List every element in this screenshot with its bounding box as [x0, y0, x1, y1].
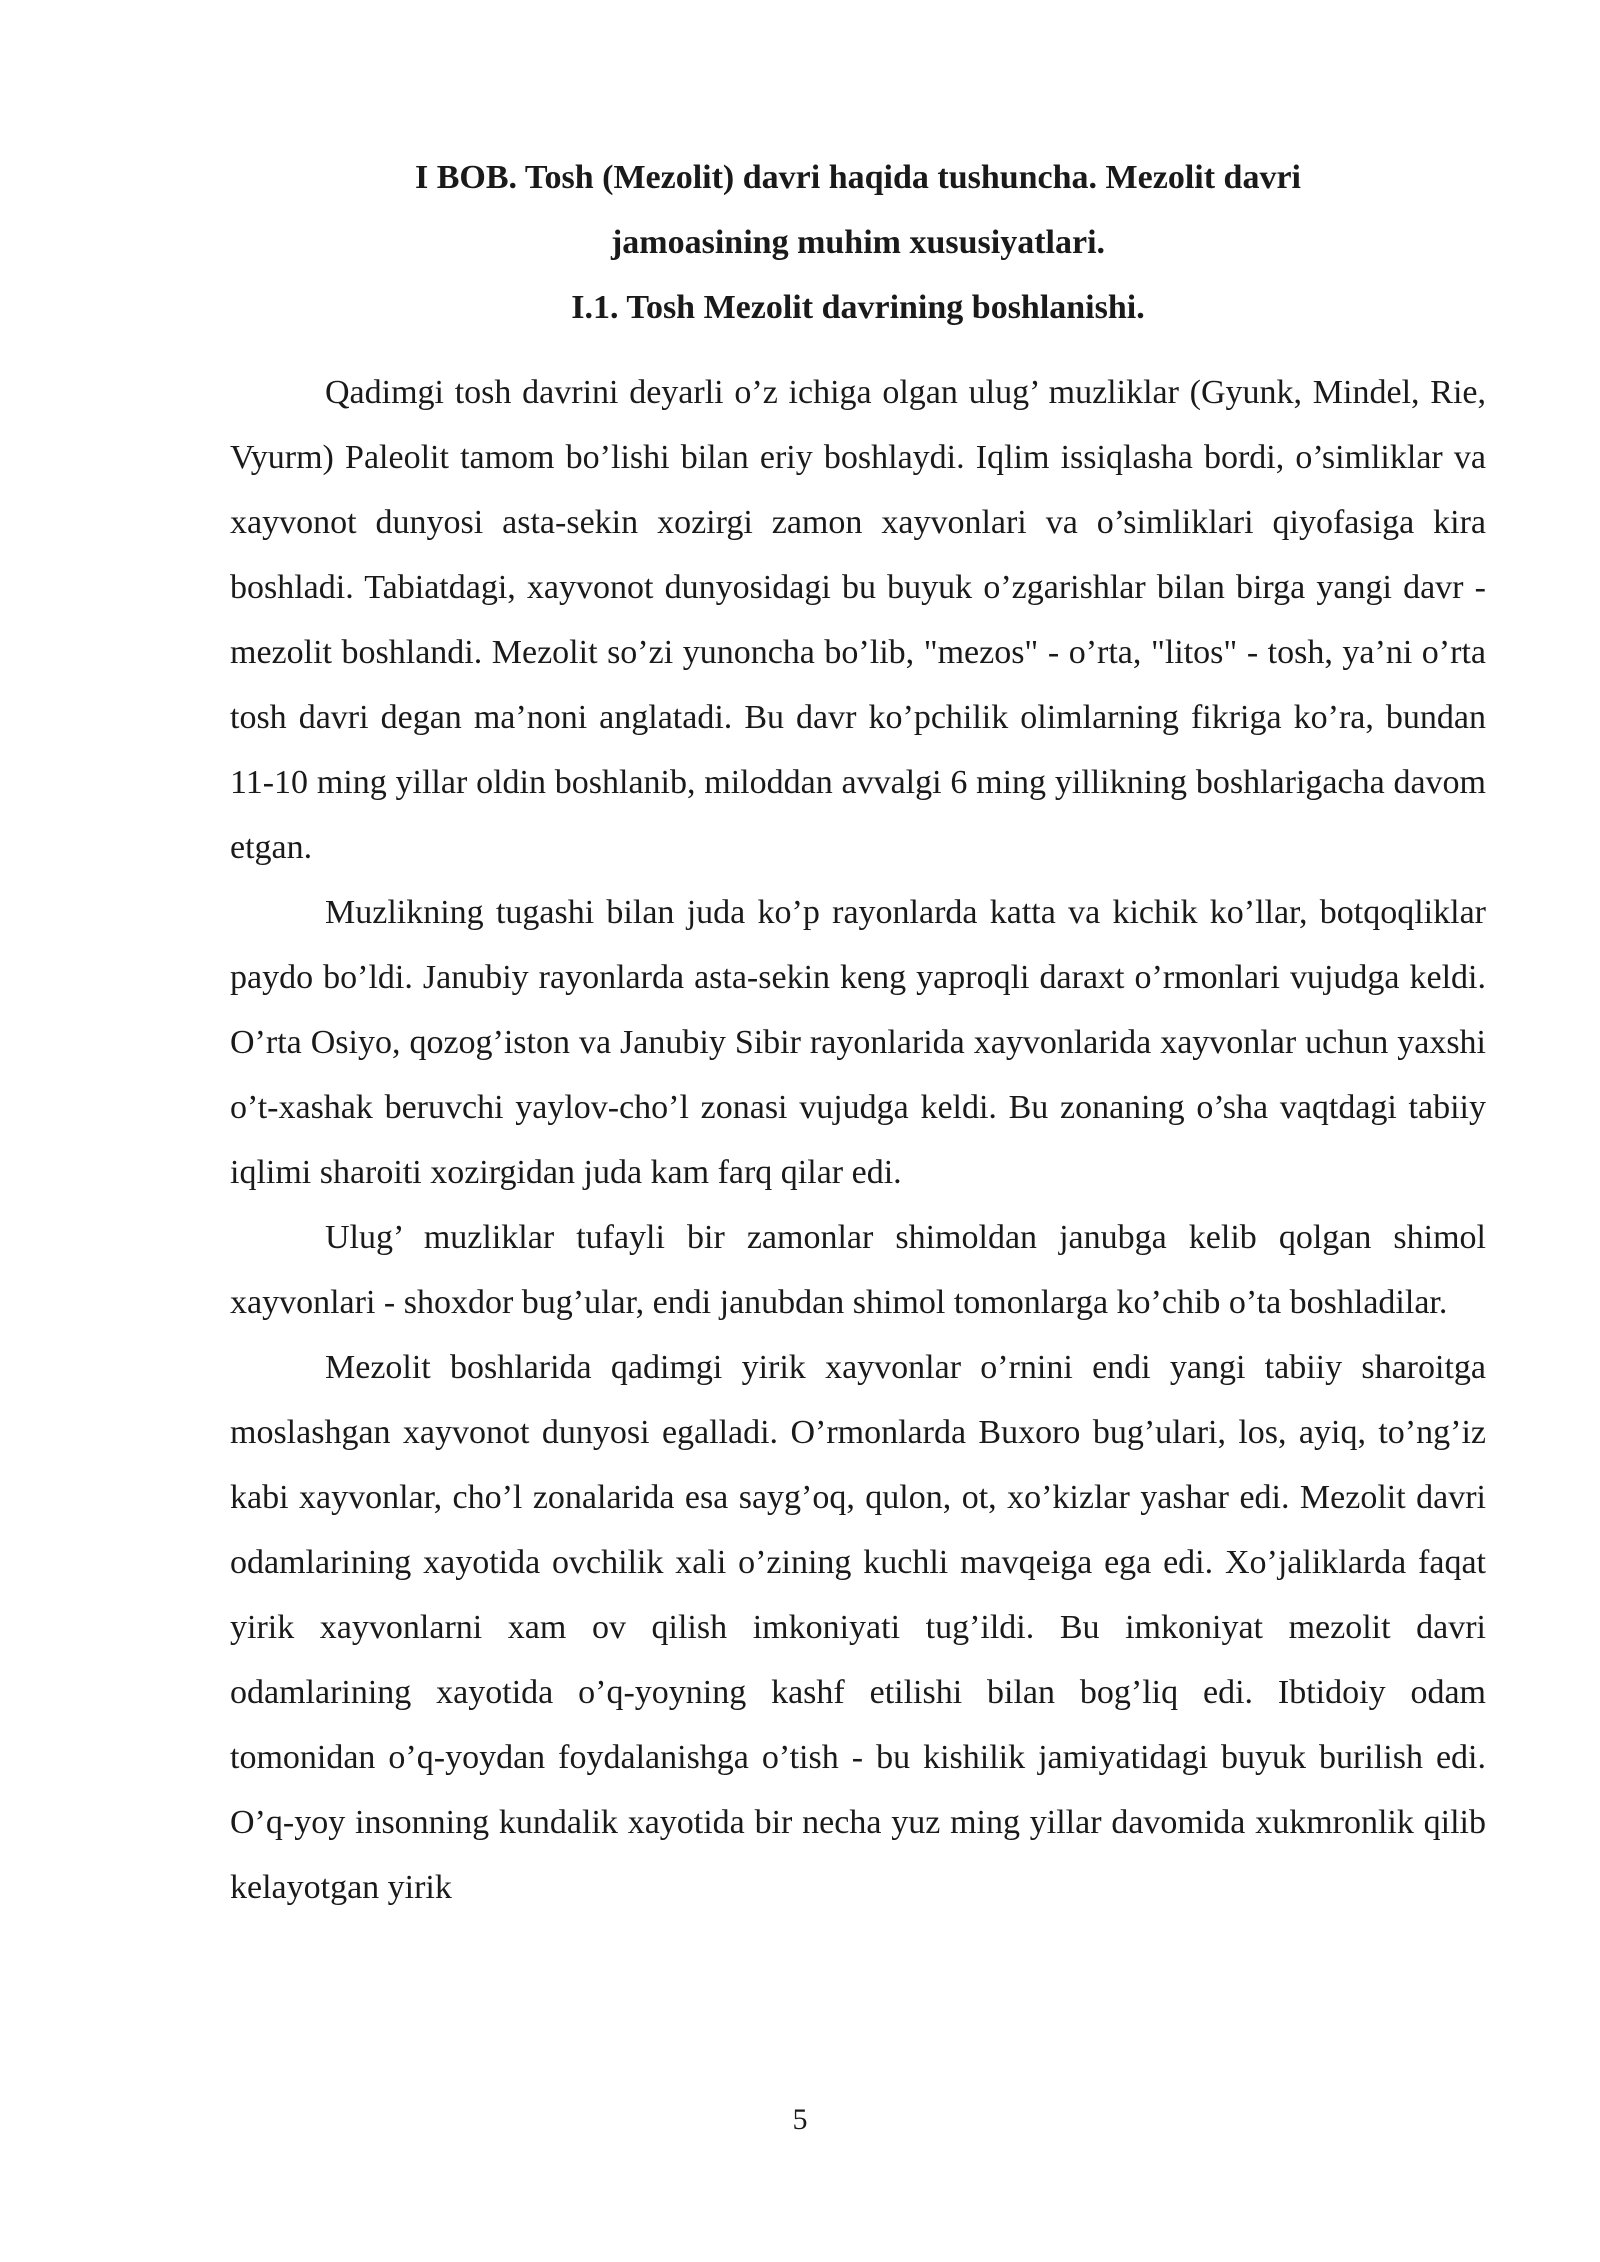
- body-text: [230, 360, 1486, 1920]
- section-title: I.1. Tosh Mezolit davrining boshlanishi.: [571, 289, 1145, 326]
- paragraph-1: Qadimgi tosh davrini deyarli o’z ichiga olgan ulug’ muzliklar (Gyunk, Mindel, Rie, Vyurm) Paleolit tamom bo’lishi bilan eriy boshlaydi. Iqlim issiqlasha bordi, o’simliklar va xayvonot dunyosi asta-sekin xozirgi zamon xayvonlari va o’simliklari qiyofasiga kira boshladi. Tabiatdagi, xayvonot dunyosidagi bu buyuk o’zgarishlar bilan birga yangi davr - mezolit boshlandi. Mezolit so’zi yunoncha bo’lib, "mezos" - o’rta, "litos" - tosh, ya’ni o’rta tosh davri degan ma’noni anglatadi. Bu davr ko’pchilik olimlarning fikriga ko’ra, bundan 11-10 ming yillar oldin boshlanib, miloddan avvalgi 6 ming yillikning boshlarigacha davom etgan.: [230, 374, 1486, 866]
- page-number: 5: [792, 2103, 808, 2136]
- chapter-heading: [230, 145, 1486, 340]
- paragraph-2: Muzlikning tugashi bilan juda ko’p rayonlarda katta va kichik ko’llar, botqoqliklar paydo bo’ldi. Janubiy rayonlarda asta-sekin keng yaproqli daraxt o’rmonlari vujudga keldi. O’rta Osiyo, qozog’iston va Janubiy Sibir rayonlarida xayvonlarida xayvonlar uchun yaxshi o’t-xashak beruvchi yaylov-cho’l zonasi vujudga keldi. Bu zonaning o’sha vaqtdagi tabiiy iqlimi sharoiti xozirgidan juda kam farq qilar edi.: [230, 894, 1486, 1191]
- chapter-title-line-1: I BOB. Tosh (Mezolit) davri haqida tushuncha. Mezolit davri: [415, 159, 1301, 196]
- chapter-title-line-2: jamoasining muhim xususiyatlari.: [610, 224, 1106, 261]
- paragraph-3: Ulug’ muzliklar tufayli bir zamonlar shimoldan janubga kelib qolgan shimol xayvonlari - shoxdor bug’ular, endi janubdan shimol tomonlarga ko’chib o’ta boshladilar.: [230, 1219, 1486, 1321]
- paragraph-4: Mezolit boshlarida qadimgi yirik xayvonlar o’rnini endi yangi tabiiy sharoitga moslashgan xayvonot dunyosi egalladi. O’rmonlarda Buxoro bug’ulari, los, ayiq, to’ng’iz kabi xayvonlar, cho’l zonalarida esa sayg’oq, qulon, ot, xo’kizlar yashar edi. Mezolit davri odamlarining xayotida ovchilik xali o’zining kuchli mavqeiga ega edi. Xo’jaliklarda faqat yirik xayvonlarni xam ov qilish imkoniyati tug’ildi. Bu imkoniyat mezolit davri odamlarining xayotida o’q-yoyning kashf etilishi bilan bog’liq edi. Ibtidoiy odam tomonidan o’q-yoydan foydalanishga o’tish - bu kishilik jamiyatidagi buyuk burilish edi. O’q-yoy insonning kundalik xayotida bir necha yuz ming yillar davomida xukmronlik qilib kelayotgan yirik: [230, 1349, 1486, 1906]
